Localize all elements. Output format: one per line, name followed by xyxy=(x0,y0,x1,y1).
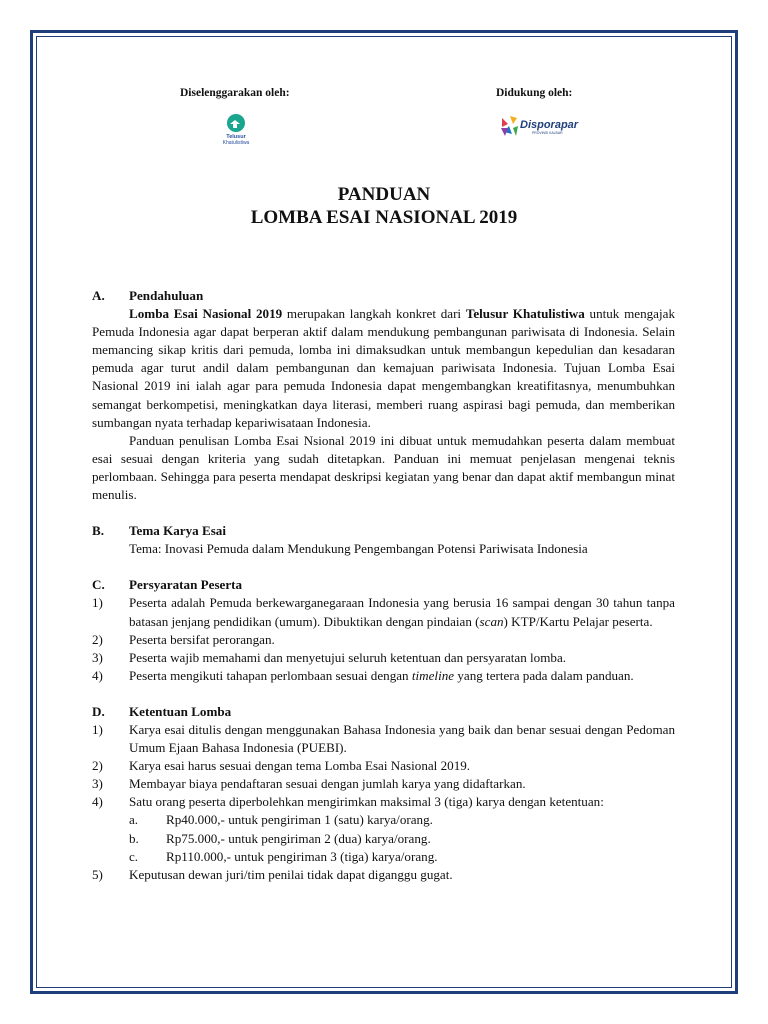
section-a-paragraph-2: Panduan penulisan Lomba Esai Nsional 2019 ini dibuat untuk memudahkan peserta dalam membuat esai sesuai dengan kriteria yang sudah ditetapkan. Panduan ini memuat penjelasan mengenai teknis perlombaan. Sehingga para peserta mendapat deskripsi kegiatan yang benar dan dapat aktif membangun minat menulis. xyxy=(92,432,675,503)
list-item: 3) Peserta wajib memahami dan menyetujui seluruh ketentuan dan persyaratan lomba. xyxy=(92,649,567,665)
section-a-heading: A. Pendahuluan xyxy=(92,288,204,303)
section-a-paragraph-1: Lomba Esai Nasional 2019 merupakan langkah konkret dari Telusur Khatulistiwa untuk mengajak Pemuda Indonesia agar dapat berperan aktif dalam mendukung pembangunan pariwisata di Indonesia. Selain memancing sikap kritis dari pemuda, lomba ini dimaksudkan untuk membangun kepedulian dan kesadaran pemuda agar turut andil dalam pembangunan dan kemajuan pariwisata Indonesia. Tujuan Lomba Esai Nasional 2019 ini ialah agar para pemuda Indonesia dapat mengembangkan kreatifitasnya, menumbuhkan semangat berkompetisi, meningkatkan daya literasi, memberi ruang aspirasi bagi pemuda, dan memberikan sumbangan nyata terhadap kepariwisataan Indonesia. xyxy=(92,306,675,430)
section-d-heading: D. Ketentuan Lomba xyxy=(92,703,232,719)
section-c-heading: C. Persyaratan Peserta xyxy=(92,577,243,593)
disporapar-logo xyxy=(498,112,584,142)
telusur-khatulistiwa-logo xyxy=(220,112,252,146)
list-item: 3) Membayar biaya pendaftaran sesuai dengan jumlah karya yang didaftarkan. xyxy=(92,776,526,792)
list-item: 4) Peserta mengikuti tahapan perlombaan sesuai dengan timeline yang tertera pada dalam panduan. xyxy=(92,667,634,683)
svg-text:PROVINSI KALBAR: PROVINSI KALBAR xyxy=(532,131,563,135)
sub-list-item: a. Rp40.000,- untuk pengiriman 1 (satu) karya/orang. xyxy=(129,812,433,828)
supporter-label: Didukung oleh: xyxy=(496,87,573,99)
svg-text:Disporapar: Disporapar xyxy=(520,119,579,131)
list-item: 2) Peserta bersifat perorangan. xyxy=(92,631,275,647)
list-item: 5) Keputusan dewan juri/tim penilai tidak dapat diganggu gugat. xyxy=(92,866,453,882)
svg-text:Telusur: Telusur xyxy=(226,134,246,140)
list-item: 2) Karya esai harus sesuai dengan tema Lomba Esai Nasional 2019. xyxy=(92,758,471,774)
section-b-theme: Tema: Inovasi Pemuda dalam Mendukung Pengembangan Potensi Pariwisata Indonesia xyxy=(129,541,588,557)
svg-text:Khatulistiwa: Khatulistiwa xyxy=(222,140,250,146)
document-title-line1: PANDUAN xyxy=(337,184,431,205)
list-item: 4) Satu orang peserta diperbolehkan mengirimkan maksimal 3 (tiga) karya dengan ketentuan: xyxy=(92,794,604,810)
sub-list-item: b. Rp75.000,- untuk pengiriman 2 (dua) karya/orang. xyxy=(129,830,431,846)
list-item: 1) Karya esai ditulis dengan menggunakan Bahasa Indonesia yang baik dan benar sesuai dengan Pedoman Umum Ejaan Bahasa Indonesia (PUEBI). xyxy=(92,721,675,756)
sub-list-item: c. Rp110.000,- untuk pengiriman 3 (tiga) karya/orang. xyxy=(129,848,438,864)
document-title-line2: LOMBA ESAI NASIONAL 2019 xyxy=(250,207,518,228)
section-b-heading: B. Tema Karya Esai xyxy=(92,523,226,539)
document-body xyxy=(92,287,675,884)
list-item: 1) Peserta adalah Pemuda berkewarganegaraan Indonesia yang berusia 16 sampai dengan 30 tahun tanpa batasan jenjang pendidikan (umum). Dibuktikan dengan pindaian (scan) KTP/Kartu Pelajar peserta. xyxy=(92,595,675,629)
organizer-label: Diselenggarakan oleh: xyxy=(180,87,290,99)
